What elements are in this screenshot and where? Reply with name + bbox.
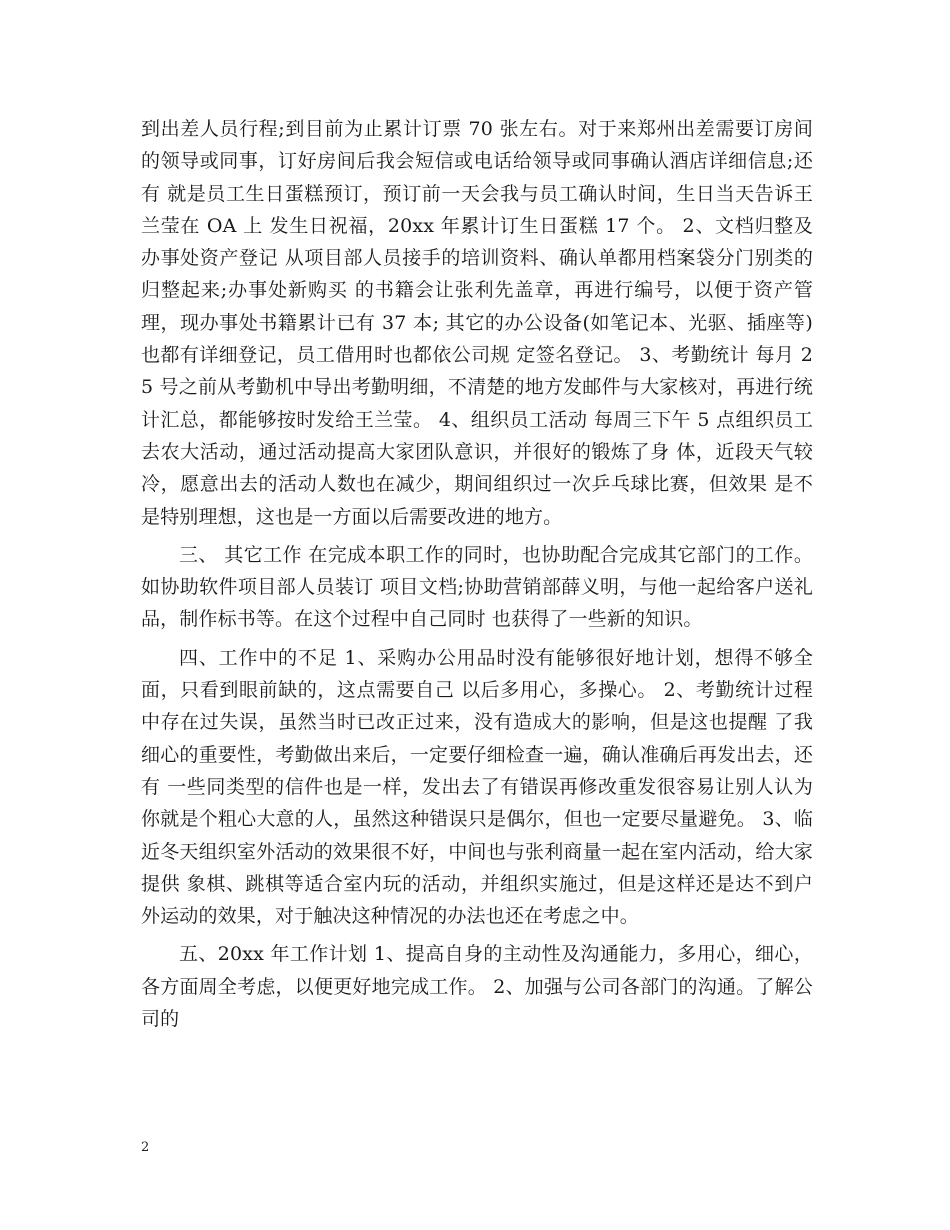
paragraph-shortcomings: 四、工作中的不足 1、采购办公用品时没有能够很好地计划，想得不够全面，只看到眼前缺的，这点需要自己 以后多用心，多操心。 2、考勤统计过程中存在过失误，虽然当时已改正过来，没有造成大的影响，但是这也提醒 了我细心的重要性，考勤做出来后，一定要仔细检查一遍，确认准确后再发出去，还有 一些同类型的信件也是一样，发出去了有错误再修改重发很容易让别人认为你就是个粗心大意的人，虽然这种错误只是偶尔，但也一定要尽量避免。 3、临近冬天组织室外活动的效果很不好，中间也与张利商量一起在室内活动，给大家提供 象棋、跳棋等适合室内玩的活动，并组织实施过，但是这样还是达不到户外运动的效果，对于触决这种情况的办法也还在考虑之中。: [141, 646, 813, 928]
page-number: 2: [141, 1140, 150, 1155]
paragraph-continuation: 到出差人员行程;到目前为止累计订票 70 张左右。对于来郑州出差需要订房间的领导或同事，订好房间后我会短信或电话给领导或同事确认酒店详细信息;还有 就是员工生日蛋糕预订，预订前一天会我与员工确认时间，生日当天告诉王兰莹在 OA 上 发生日祝福，20xx 年累计订生日蛋糕 17 个。 2、文档归整及办事处资产登记 从项目部人员接手的培训资料、确认单都用档案袋分门别类的归整起来;办事处新购买 的书籍会让张利先盖章，再进行编号，以便于资产管理，现办事处书籍累计已有 37 本; 其它的办公设备(如笔记本、光驱、插座等)也都有详细登记，员工借用时也都依公司规 定签名登记。 3、考勤统计 每月 25 号之前从考勤机中导出考勤明细，不清楚的地方发邮件与大家核对，再进行统 计汇总，都能够按时发给王兰莹。 4、组织员工活动 每周三下午 5 点组织员工去农大活动，通过活动提高大家团队意识，并很好的锻炼了身 体，近段天气较冷，愿意出去的活动人数也在减少，期间组织过一次乒乓球比赛，但效果 是不是特别理想，这也是一方面以后需要改进的地方。: [141, 118, 813, 528]
document-body: [141, 113, 813, 1041]
paragraph-other-work: 三、 其它工作 在完成本职工作的同时，也协助配合完成其它部门的工作。如协助软件项目部人员装订 项目文档;协助营销部薛义明，与他一起给客户送礼品，制作标书等。在这个过程中自己同时 也获得了一些新的知识。: [141, 543, 813, 631]
paragraph-work-plan: 五、20xx 年工作计划 1、提高自身的主动性及沟通能力，多用心，细心，各方面周全考虑，以便更好地完成工作。 2、加强与公司各部门的沟通。了解公司的: [141, 943, 813, 1031]
